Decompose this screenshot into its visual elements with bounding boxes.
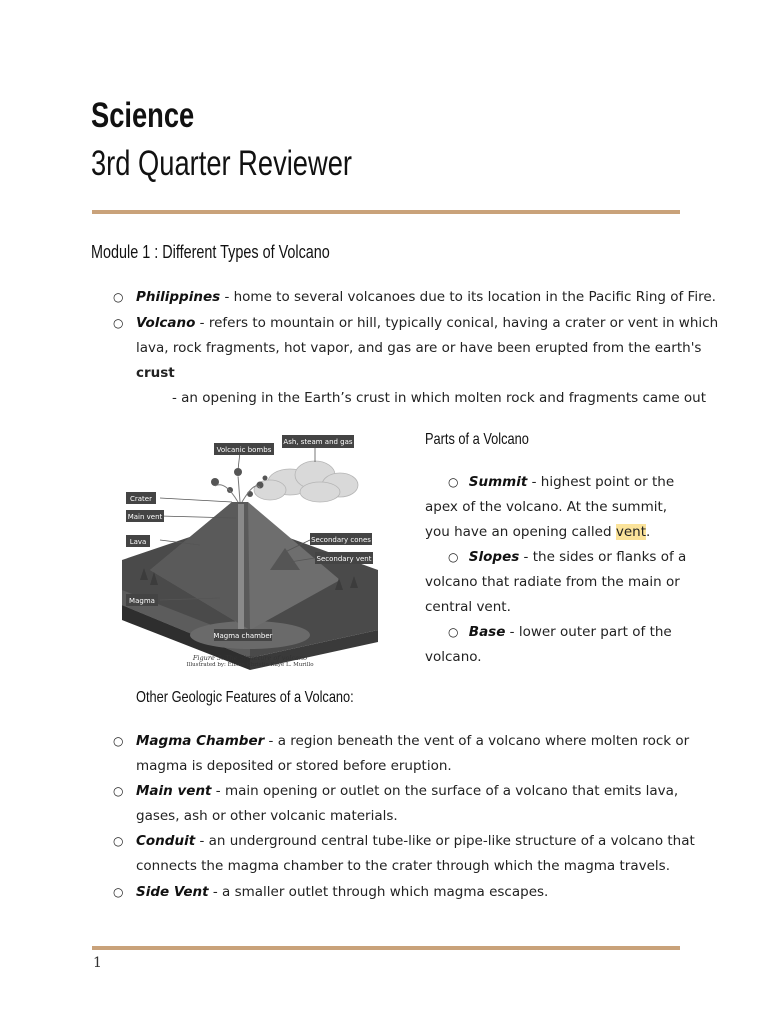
- parts-list: ○ Summit - highest point or the apex of the volcano. At the summit, you have an opening called vent. ○ Slopes - the sides or flanks of a volcano that radiate from the main or central vent. ○ Base - lower outer part of the volcano.: [425, 470, 686, 670]
- label-crater: Crater: [130, 495, 152, 503]
- list-item-side-vent: Side Vent - a smaller outlet through which magma escapes.: [136, 884, 549, 900]
- label-secondary-cones: Secondary cones: [311, 536, 371, 544]
- part-slopes: ○ Slopes - the sides or flanks of a: [448, 549, 687, 565]
- header-rule: [92, 210, 680, 214]
- bullet: ○: [113, 316, 124, 330]
- bullet: ○: [113, 834, 124, 848]
- list-item-philippines: Philippines - home to several volcanoes due to its location in the Pacific Ring of Fire.: [136, 289, 716, 305]
- figure-caption: Figure 3. The Structure of volcano: [192, 654, 308, 662]
- module-heading: Module 1 : Different Types of Volcano: [91, 242, 330, 262]
- volcano-figure: [120, 430, 380, 670]
- label-volcanic-bombs: Volcanic bombs: [216, 446, 272, 454]
- part-base: ○ Base - lower outer part of the: [448, 624, 672, 640]
- page-number: 1: [93, 955, 102, 971]
- document-title: Science: [91, 96, 195, 135]
- document-subtitle: 3rd Quarter Reviewer: [91, 144, 352, 183]
- bullet: ○: [113, 290, 124, 304]
- figure-credit: Illustrated by: Elison Christie Kaye L. Murillo: [186, 662, 314, 668]
- label-secondary-vent: Secondary vent: [316, 555, 372, 563]
- list-item-magma-chamber: Magma Chamber - a region beneath the vent of a volcano where molten rock or magma is deposited or stored before eruption.: [136, 733, 690, 774]
- label-magma: Magma: [129, 597, 155, 605]
- parts-heading: Parts of a Volcano: [425, 431, 529, 448]
- bullet: ○: [113, 885, 124, 899]
- volcano-diagram: [120, 430, 380, 670]
- label-lava: Lava: [129, 538, 147, 546]
- crust-definition: - an opening in the Earth’s crust in which molten rock and fragments came out: [172, 390, 707, 406]
- list-item-main-vent: Main vent - main opening or outlet on the surface of a volcano that emits lava, gases, ash or other volcanic materials.: [136, 783, 679, 824]
- list-item-volcano: Volcano - refers to mountain or hill, typically conical, having a crater or vent in which lava, rock fragments, hot vapor, and gas are or have been erupted from the earth's crust: [136, 315, 719, 381]
- list-item-conduit: Conduit - an underground central tube-like or pipe-like structure of a volcano that connects the magma chamber to the crater through which the magma travels.: [136, 833, 695, 874]
- footer-rule: [92, 946, 680, 950]
- bullet: ○: [113, 734, 124, 748]
- other-features-heading: Other Geologic Features of a Volcano:: [136, 689, 354, 706]
- label-main-vent: Main vent: [127, 513, 163, 521]
- highlight-vent: vent: [615, 524, 647, 540]
- label-ash-steam-gas: Ash, steam and gas: [283, 438, 353, 446]
- part-summit: ○ Summit - highest point or the: [448, 474, 675, 490]
- label-magma-chamber: Magma chamber: [213, 632, 273, 640]
- bullet: ○: [113, 784, 124, 798]
- ash-cloud: [254, 461, 358, 502]
